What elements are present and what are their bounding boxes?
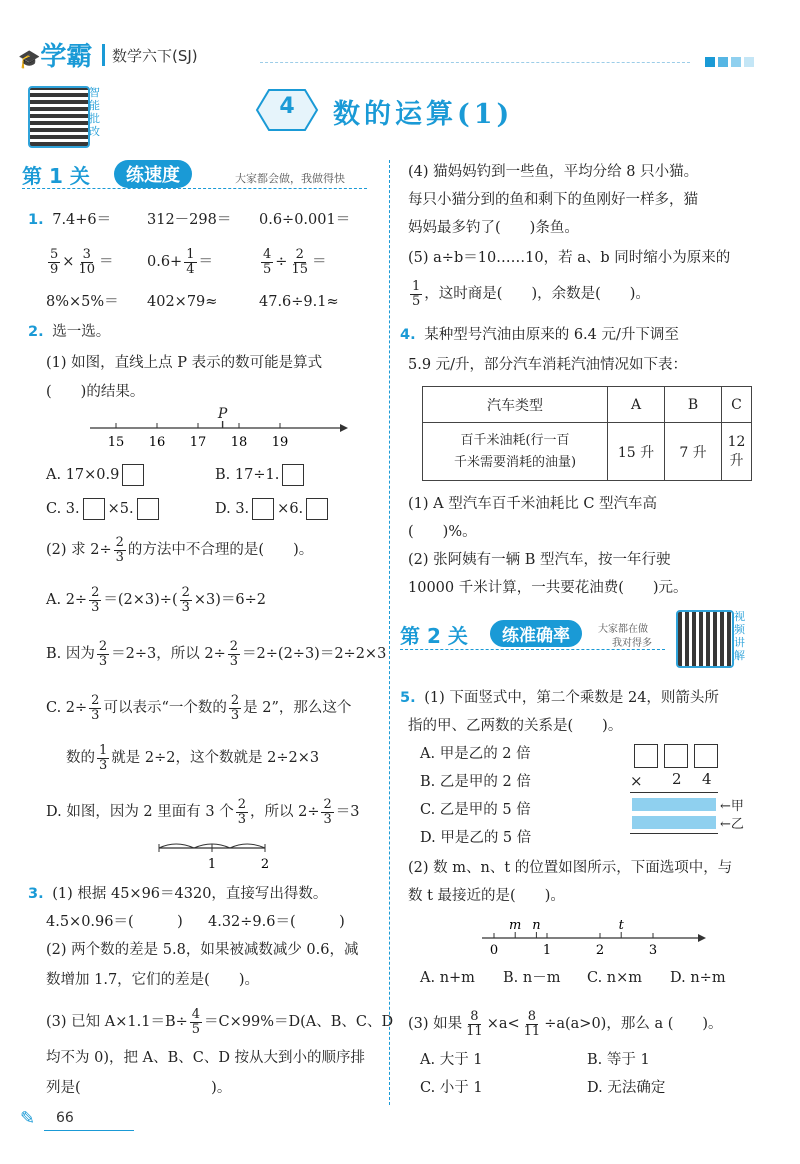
q5-number-line (476, 916, 716, 962)
multiplier-digit-2: 2 (672, 770, 682, 788)
multiplier-digit-4: 4 (702, 770, 712, 788)
q1-expr-3: 0.6÷0.001＝ (259, 212, 351, 228)
blank-box[interactable] (306, 498, 328, 520)
vertical-multiplication (630, 742, 760, 842)
partial-product-jia (632, 798, 716, 811)
q2-2-option-a: A. 2÷ $\frac{2}{3}$ ＝(2×3)÷( $\frac{2}{3}$ ×3)＝6÷2 (46, 584, 267, 615)
page-header (0, 0, 800, 80)
table-row (423, 423, 752, 481)
pencil-icon: ✎ (20, 1108, 36, 1129)
section-2-badge: 练准确率 (490, 620, 582, 647)
q5-2-b: 数 t 最接近的是( )。 (408, 888, 565, 904)
q5-2-option-a: A. n+m (420, 970, 475, 986)
q3-1-a: 4.5×0.96＝( ) (46, 914, 183, 930)
table-header-type: 汽车类型 (423, 387, 608, 423)
subject-label: 数学六下(SJ) (112, 47, 198, 65)
q1-expr-6: $\frac{4}{5}$ ÷ $\frac{2}{15}$ ＝ (263, 246, 327, 277)
section-2-label: 第 2 关 (400, 624, 468, 648)
q4-text-b: 5.9 元/升，部分汽车消耗汽油情况如下表： (408, 357, 688, 373)
column-divider (389, 160, 390, 1105)
q3-1-text: 3. (1) 根据 45×96＝4320，直接写出得数。 (28, 886, 328, 902)
q3-3-c: 列是( )。 (46, 1080, 232, 1096)
q2-segment-diagram (155, 838, 285, 872)
q2-2-option-d: D. 如图，因为 2 里面有 3 个 $\frac{2}{3}$ ，所以 2÷ $\frac{2}{3}$ ＝3 (46, 796, 360, 827)
table-header-b: B (665, 387, 722, 423)
q2-option-a: A. 17×0.9 (46, 462, 147, 488)
section-2-slogan-1: 大家都在做 (598, 624, 648, 635)
q2-title: 2. 选一选。 (28, 324, 111, 340)
header-squares (705, 52, 754, 71)
q3-2-b: 数增加 1.7，它们的差是( )。 (46, 972, 259, 988)
qr-code-smart-grading[interactable] (28, 86, 90, 148)
q3-2-a: (2) 两个数的差是 5.8，如果被减数减少 0.6，减 (46, 942, 359, 958)
q3-4-b: 每只小猫分到的鱼和剩下的鱼刚好一样多，猫 (408, 192, 698, 208)
partial-product-yi (632, 816, 716, 829)
blank-box[interactable] (122, 464, 144, 486)
mortarboard-icon: 🎓 (18, 49, 41, 70)
q5-2-option-d: D. n÷m (670, 970, 726, 986)
point-p-label: P (217, 406, 228, 422)
page-footer (20, 1108, 140, 1132)
tick-label-16: 16 (148, 435, 166, 450)
q3-3-b: 均不为 0)，把 A、B、C、D 按从大到小的顺序排 (46, 1050, 366, 1066)
q2-2-option-c2: 数的 $\frac{1}{3}$ 就是 2÷2，这个数就是 2÷2×3 (66, 742, 320, 773)
q3-3-a: (3) 已知 A×1.1＝B÷ $\frac{4}{5}$ ＝C×99%＝D(A、B、C、D (46, 1006, 394, 1037)
section-2-header (400, 620, 670, 650)
section-1-header (22, 160, 372, 190)
q5-3-option-c: C. 小于 1 (420, 1080, 483, 1096)
brand-logo (18, 36, 92, 73)
chapter-number: 4 (279, 94, 295, 119)
header-rule (260, 62, 690, 64)
q3-5-a: (5) a÷b＝10……10，若 a、b 同时缩小为原来的 (408, 250, 731, 266)
point-m-label: m (509, 918, 522, 933)
q5-2-option-c: C. n×m (587, 970, 643, 986)
q5-3-option-a: A. 大于 1 (420, 1052, 483, 1068)
section-1-underline (22, 188, 367, 189)
blank-box[interactable] (137, 498, 159, 520)
q3-4-c: 妈妈最多钓了( )条鱼。 (408, 220, 579, 236)
tick-label-1: 1 (542, 943, 552, 958)
q1-expr-8: 402×79≈ (147, 294, 218, 310)
multiplication-rule (630, 792, 718, 793)
arrow-jia: ←甲 (720, 799, 744, 814)
q2-option-c: C. 3. ×5. (46, 496, 162, 522)
q5-1-option-b: B. 乙是甲的 2 倍 (420, 774, 531, 790)
table-cell-b: 7 升 (665, 423, 722, 481)
digit-box[interactable] (664, 744, 688, 768)
q4-text-a: 4. 某种型号汽油由原来的 6.4 元/升下调至 (400, 327, 679, 343)
table-row (423, 387, 752, 423)
q5-1-b: 指的甲、乙两数的关系是( )。 (408, 718, 623, 734)
q2-1-text-b: ( )的结果。 (46, 384, 145, 400)
q3-1-b: 4.32÷9.6＝( ) (208, 914, 345, 930)
qr-label-video: 视频讲解 (734, 610, 745, 662)
digit-box[interactable] (634, 744, 658, 768)
q2-2-option-b: B. 因为 $\frac{2}{3}$ ＝2÷3，所以 2÷ $\frac{2}{3}$ ＝2÷(2÷3)＝2÷2×3 (46, 638, 387, 669)
sum-rule (630, 833, 718, 834)
q3-5-b: $\frac{1}{5}$ ，这时商是( )，余数是( )。 (412, 278, 650, 309)
q5-2-option-b: B. n－m (503, 970, 561, 986)
blank-box[interactable] (282, 464, 304, 486)
segment-tick-1: 1 (207, 857, 217, 872)
q1-number: 1. (28, 212, 44, 228)
arrow-yi: ←乙 (720, 817, 744, 832)
q1-expr-1: 7.4+6＝ (52, 212, 112, 228)
blank-box[interactable] (252, 498, 274, 520)
footer-rule (44, 1130, 134, 1131)
q1-expr-5: 0.6+ $\frac{1}{4}$ ＝ (147, 246, 213, 277)
q3-4-a: (4) 猫妈妈钓到一些鱼，平均分给 8 只小猫。 (408, 164, 699, 180)
point-t-label: t (618, 918, 624, 933)
segment-tick-2: 2 (260, 857, 270, 872)
section-2-underline (400, 649, 665, 650)
q5-1-option-c: C. 乙是甲的 5 倍 (420, 802, 531, 818)
tick-label-15: 15 (107, 435, 125, 450)
table-header-a: A (608, 387, 665, 423)
multiply-sign: × (630, 772, 643, 790)
page-number: 66 (56, 1110, 74, 1126)
tick-label-2: 2 (595, 943, 605, 958)
brand-text: 学霸 (40, 42, 93, 72)
q2-option-b: B. 17÷1. (215, 462, 307, 488)
q1-expr-7: 8%×5%＝ (46, 294, 119, 310)
q4-2-a: (2) 张阿姨有一辆 B 型汽车，按一年行驶 (408, 552, 671, 568)
q5-1-a: 5. (1) 下面竖式中，第二个乘数是 24，则箭头所 (400, 690, 719, 706)
q1-expr-4: $\frac{5}{9}$ × $\frac{3}{10}$ ＝ (50, 246, 114, 277)
tick-label-3: 3 (648, 943, 658, 958)
q5-3-text: (3) 如果 $\frac{8}{11}$ ×a< $\frac{8}{11}$ ÷a(a>0)，那么 a ( )。 (408, 1008, 723, 1039)
q4-1-b: ( )%。 (408, 524, 477, 540)
q1-expr-2: 312－298＝ (147, 212, 232, 228)
q2-number-line (82, 404, 352, 454)
section-1-badge: 练速度 (114, 160, 192, 188)
q2-option-d: D. 3. ×6. (215, 496, 331, 522)
chapter-title-text: 数的运算(1) (333, 99, 514, 130)
q3-number: 3. (28, 886, 44, 902)
section-2-slogan-2: 我对得多 (612, 638, 652, 649)
q5-3-option-b: B. 等于 1 (587, 1052, 650, 1068)
q2-number: 2. (28, 324, 44, 340)
header-divider (102, 44, 105, 66)
q5-1-option-a: A. 甲是乙的 2 倍 (420, 746, 531, 762)
q1-expr-9: 47.6÷9.1≈ (259, 294, 339, 310)
q5-2-a: (2) 数 m、n、t 的位置如图所示，下面选项中，与 (408, 860, 733, 876)
q4-number: 4. (400, 327, 416, 343)
table-cell-c: 12 升 (722, 423, 752, 481)
tick-label-18: 18 (230, 435, 248, 450)
tick-label-17: 17 (189, 435, 207, 450)
point-n-label: n (532, 918, 541, 933)
tick-label-19: 19 (271, 435, 289, 450)
q5-1-option-d: D. 甲是乙的 5 倍 (420, 830, 532, 846)
q2-1-text-a: (1) 如图，直线上点 P 表示的数可能是算式 (46, 355, 323, 371)
q5-number: 5. (400, 690, 416, 706)
q4-1-a: (1) A 型汽车百千米油耗比 C 型汽车高 (408, 496, 658, 512)
table-cell-a: 15 升 (608, 423, 665, 481)
qr-label-smart-grading: 智能批改 (89, 86, 100, 138)
q2-2-text: (2) 求 2÷ $\frac{2}{3}$ 的方法中不合理的是( )。 (46, 534, 314, 565)
digit-box[interactable] (694, 744, 718, 768)
q5-3-option-d: D. 无法确定 (587, 1080, 666, 1096)
tick-label-0: 0 (489, 943, 499, 958)
table-header-c: C (722, 387, 752, 423)
section-1-slogan: 大家都会做，我做得快 (235, 172, 345, 185)
q2-2-option-c1: C. 2÷ $\frac{2}{3}$ 可以表示“一个数的 $\frac{2}{3}$ 是 2”，那么这个 (46, 692, 352, 723)
fuel-consumption-table (422, 386, 752, 481)
q4-2-b: 10000 千米计算，一共要花油费( )元。 (408, 580, 688, 596)
qr-code-video[interactable] (676, 610, 734, 668)
table-row-label: 百千米油耗(行一百 千米需要消耗的油量) (423, 423, 608, 481)
q1-row1 (28, 210, 111, 230)
blank-box[interactable] (83, 498, 105, 520)
section-1-label: 第 1 关 (22, 164, 90, 188)
